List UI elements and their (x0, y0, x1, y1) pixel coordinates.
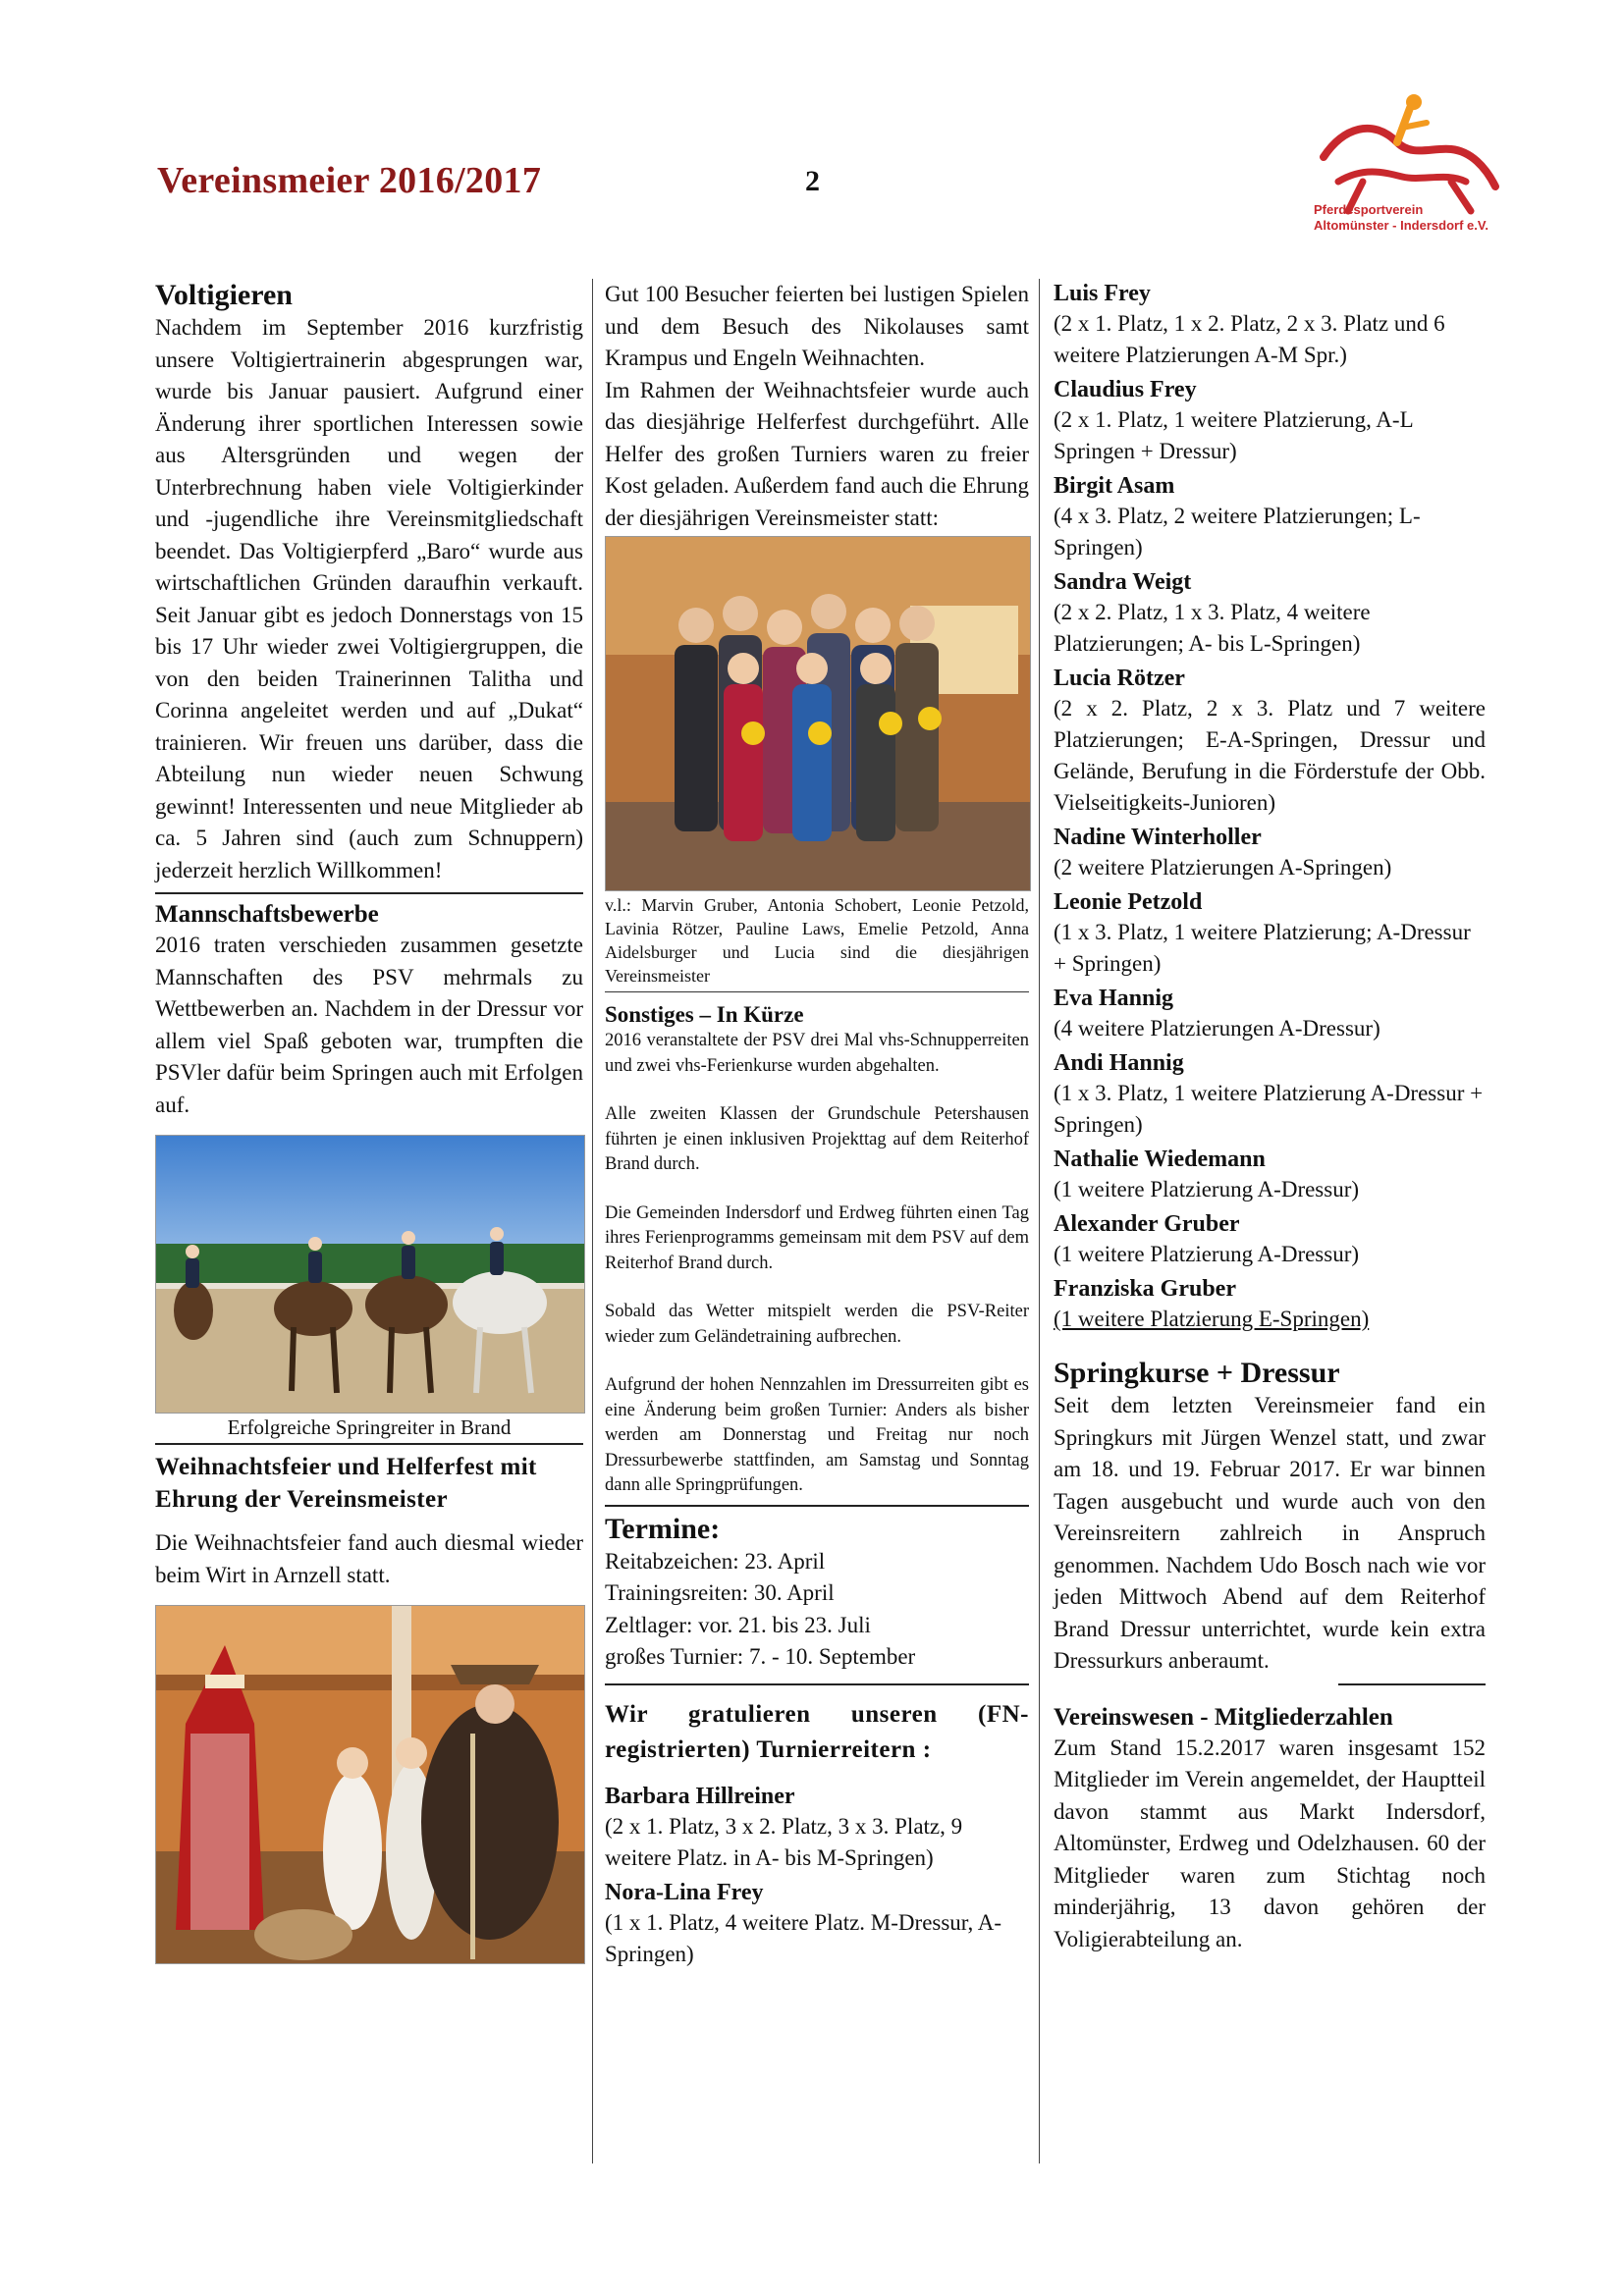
weihnacht-continued-text: Gut 100 Besucher feierten bei lustigen Spielen und dem Besuch des Nikolauses samt Krampus und Engeln Weihnachten. (605, 282, 1029, 370)
helferfest-text: Im Rahmen der Weihnachtsfeier wurde auch das diesjährige Helferfest durchgeführt. Alle Helfer des großen Turniers waren zu freier Kost geladen. Außerdem fand auch die Ehrung der diesjährigen Vereinsmeister statt: (605, 377, 1029, 530)
rider-detail: (2 x 1. Platz, 1 x 2. Platz, 2 x 3. Platz und 6 weitere Platzierungen A-M Spr.) (1054, 311, 1445, 367)
column-divider (592, 279, 593, 2163)
sonstiges-item: Alle zweiten Klassen der Grundschule Petershausen führten je einen inklusiven Projekttag auf dem Reiterhof Brand durch. (605, 1104, 1029, 1174)
rider-detail: (2 x 2. Platz, 2 x 3. Platz und 7 weitere Platzierungen; E-A-Springen, Dressur und Gelände, Berufung in die Förderstufe der Obb. Vielseitigkeits-Junioren) (1054, 696, 1486, 815)
page-number: 2 (805, 165, 820, 197)
column-right (1054, 279, 1486, 1955)
rider-detail: (2 x 2. Platz, 1 x 3. Platz, 4 weitere Platzierungen; A- bis L-Springen) (1054, 600, 1371, 656)
rider-name: Luis Frey (1054, 281, 1151, 306)
section-heading-springkurse: Springkurse + Dressur (1054, 1357, 1340, 1389)
vereinswesen-text: Zum Stand 15.2.2017 waren insgesamt 152 Mitglieder im Verein angemeldet, der Hauptteil davon stammt aus Markt Indersdorf, Altomünster, Erdweg und Odelzhausen. 60 der Mitglieder waren zum Stichtag noch minderjährig, 13 davon gehören der Voligierabteilung an. (1054, 1735, 1486, 1951)
photo-caption-springreiter: Erfolgreiche Springreiter in Brand (227, 1415, 512, 1439)
rider-detail: (4 x 3. Platz, 2 weitere Platzierungen; L-Springen) (1054, 504, 1421, 560)
rider-detail: (1 weitere Platzierung A-Dressur) (1054, 1242, 1360, 1266)
termin-item: Reitabzeichen: 23. April (605, 1548, 826, 1574)
photo-vereinsmeister (605, 536, 1031, 891)
section-heading-mannschaft: Mannschaftsbewerbe (155, 901, 379, 928)
divider (155, 892, 583, 894)
divider (605, 1683, 1029, 1685)
divider (1338, 1683, 1486, 1685)
photo-nikolaus (155, 1605, 585, 1964)
column-left (155, 279, 583, 1964)
rider-name: Barbara Hillreiner (605, 1783, 795, 1809)
section-heading-voltigieren: Voltigieren (155, 279, 293, 311)
termin-item: Trainingsreiten: 30. April (605, 1580, 835, 1605)
rider-detail: (1 x 3. Platz, 1 weitere Platzierung A-Dressur + Springen) (1054, 1081, 1484, 1137)
rider-detail: (2 weitere Platzierungen A-Springen) (1054, 855, 1392, 880)
section-heading-termine: Termine: (605, 1512, 721, 1545)
rider-name: Franziska Gruber (1054, 1276, 1236, 1302)
sonstiges-item: Aufgrund der hohen Nennzahlen im Dressurreiten gibt es eine Änderung beim großen Turnier: Anders als bisher werden am Donnerstag und Freitag nur noch Dressurbewerbe stattfinden, am Samstag und Sonntag dann alle Springprüfungen. (605, 1375, 1029, 1495)
divider (605, 1505, 1029, 1507)
rider-detail: (2 x 1. Platz, 3 x 2. Platz, 3 x 3. Platz, 9 weitere Platz. in A- bis M-Springen) (605, 1813, 963, 1870)
rider-name: Lucia Rötzer (1054, 666, 1185, 691)
column-middle (605, 279, 1029, 1970)
sonstiges-item: Die Gemeinden Indersdorf und Erdweg führten einen Tag ihres Ferienprogramms gemeinsam mit dem PSV auf dem Reiterhof Brand durch. (605, 1202, 1029, 1273)
sonstiges-item: 2016 veranstaltete der PSV drei Mal vhs-Schnupperreiten und zwei vhs-Ferienkurse wurden abgehalten. (605, 1031, 1029, 1076)
rider-detail: (1 x 3. Platz, 1 weitere Platzierung; A-Dressur + Springen) (1054, 920, 1471, 976)
column-divider (1039, 279, 1040, 2163)
weihnacht-text: Die Weihnachtsfeier fand auch diesmal wieder beim Wirt in Arnzell statt. (155, 1530, 583, 1587)
section-heading-gratulation: Wir gratulieren unseren (FN-registrierten) Turnierreitern : (605, 1700, 1029, 1763)
rider-name: Claudius Frey (1054, 377, 1197, 402)
voltigieren-text: Nachdem im September 2016 kurzfristig unsere Voltigiertrainerin abgesprungen war, wurde bis Januar pausiert. Aufgrund einer Änderung ihrer sportlichen Interessen sowie aus Altersgründen und wegen der Unterbrechnung haben viele Voltigierkinder und -jugendliche ihre Vereinsmitgliedschaft beendet. Das Voltigierpferd „Baro“ wurde aus wirtschaftlichen Gründen daraufhin verkauft. Seit Januar gibt es jedoch Donnerstags von 15 bis 17 Uhr wieder zwei Voltigiergruppen, die von den beiden Trainerinnen Talitha und Corinna angeleitet werden und auf „Dukat“ trainieren. Wir freuen uns darüber, dass die Abteilung nun wieder neuen Schwung gewinnt! Interessenten und neue Mitglieder ab ca. 5 Jahren sind (auch zum Schnuppern) jederzeit herzlich Willkommen! (155, 315, 583, 882)
rider-name: Nadine Winterholler (1054, 825, 1262, 850)
termin-item: Zeltlager: vor. 21. bis 23. Juli (605, 1612, 871, 1637)
rider-name: Sandra Weigt (1054, 569, 1192, 595)
rider-name: Leonie Petzold (1054, 889, 1203, 915)
mannschaft-text: 2016 traten verschieden zusammen gesetzte Mannschaften des PSV mehrmals zu Wettbewerben an. Nachdem in der Dressur vor allem viel Spaß geboten war, trumpften die PSVler dafür beim Springen auch mit Erfolgen auf. (155, 933, 583, 1117)
rider-detail: (1 weitere Platzierung E-Springen) (1054, 1307, 1370, 1331)
newsletter-title: Vereinsmeier 2016/2017 (157, 160, 542, 201)
rider-detail: (2 x 1. Platz, 1 weitere Platzierung, A-L Springen + Dressur) (1054, 407, 1413, 463)
rider-name: Nathalie Wiedemann (1054, 1147, 1266, 1172)
club-logo-text: Pferdesportverein Altomünster - Indersdorf e.V. (1314, 202, 1488, 233)
section-heading-sonstiges: Sonstiges – In Kürze (605, 1002, 804, 1027)
rider-name: Eva Hannig (1054, 986, 1174, 1011)
rider-name: Nora-Lina Frey (605, 1879, 764, 1905)
photo-caption-vereinsmeister: v.l.: Marvin Gruber, Antonia Schobert, Leonie Petzold, Lavinia Rötzer, Pauline Laws, Emelie Petzold, Anna Aidelsburger und Lucia sind die diesjährigen Vereinsmeister (605, 895, 1029, 986)
section-heading-vereinswesen: Vereinswesen - Mitgliederzahlen (1054, 1703, 1393, 1731)
divider (155, 1443, 583, 1445)
rider-name: Birgit Asam (1054, 473, 1175, 499)
divider (605, 991, 1029, 992)
rider-name: Andi Hannig (1054, 1050, 1184, 1076)
photo-springreiter (155, 1135, 585, 1414)
termin-item: großes Turnier: 7. - 10. September (605, 1644, 916, 1669)
sonstiges-item: Sobald das Wetter mitspielt werden die PSV-Reiter wieder zum Geländetraining aufbrechen. (605, 1302, 1029, 1347)
rider-detail: (1 weitere Platzierung A-Dressur) (1054, 1177, 1360, 1201)
rider-name: Alexander Gruber (1054, 1211, 1240, 1237)
rider-detail: (1 x 1. Platz, 4 weitere Platz. M-Dressur, A-Springen) (605, 1909, 1002, 1966)
springkurse-text: Seit dem letzten Vereinsmeier fand ein Springkurs mit Jürgen Wenzel statt, und zwar am 18. und 19. Februar 2017. Er war binnen Tagen ausgebucht und wurde auch von den Vereinsreitern zahlreich in Anspruch genommen. Nachdem Udo Bosch nach wie vor jeden Mittwoch Abend auf dem Reiterhof Brand Dressur unterrichtet, wurde kein extra Dressurkurs anberaumt. (1054, 1393, 1486, 1673)
rider-detail: (4 weitere Platzierungen A-Dressur) (1054, 1016, 1380, 1041)
section-heading-weihnacht: Weihnachtsfeier und Helferfest mit Ehrung der Vereinsmeister (155, 1454, 537, 1513)
